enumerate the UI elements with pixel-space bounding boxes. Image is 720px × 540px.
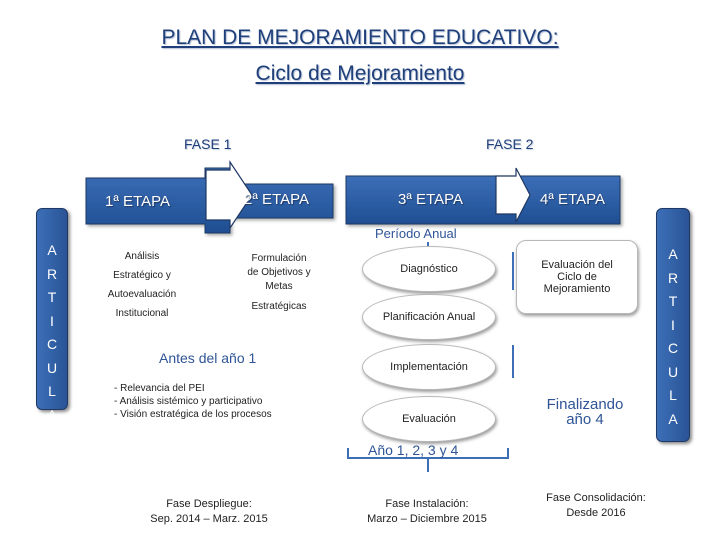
- cycle-planificacion: Planificación Anual: [362, 294, 496, 340]
- period-label: Período Anual: [375, 226, 457, 241]
- left-letter: I: [50, 312, 54, 329]
- stage-1-description: Análisis Estratégico y Autoevaluación Institucional: [107, 251, 177, 319]
- page-subtitle: Ciclo de Mejoramiento: [255, 62, 465, 85]
- right-letter: A: [668, 410, 678, 427]
- left-letter: T: [47, 289, 57, 305]
- before-year-title: Antes del año 1: [159, 350, 257, 366]
- phase-despliegue: Fase Despliegue: Sep. 2014 – Marz. 2015: [150, 498, 268, 525]
- left-letter: U: [46, 359, 58, 376]
- right-letter: T: [668, 293, 678, 309]
- stage-2-description: Formulación de Objetivos y Metas Estratégicas: [247, 253, 311, 312]
- right-articula-bar: [656, 208, 690, 442]
- left-letter: A: [47, 406, 57, 423]
- left-letter: R: [46, 265, 58, 282]
- right-letter: R: [667, 269, 679, 286]
- left-letter: L: [48, 383, 56, 399]
- left-articula-bar: [36, 208, 68, 423]
- phase-instalacion: Fase Instalación: Marzo – Diciembre 2015: [367, 498, 487, 525]
- right-letter: U: [667, 363, 679, 380]
- phase-2-label: FASE 2: [486, 136, 534, 152]
- left-letter: A: [47, 242, 57, 258]
- stage-4-label: 4ª ETAPA: [540, 191, 606, 208]
- stage-2-label: 2ª ETAPA: [244, 191, 310, 208]
- cycle-implementacion: Implementación: [362, 344, 496, 390]
- page-title: PLAN DE MEJORAMIENTO EDUCATIVO:: [161, 26, 559, 49]
- before-year-list: [114, 382, 272, 421]
- right-letter: C: [667, 340, 679, 356]
- phase-1-label: FASE 1: [184, 136, 232, 152]
- stage-3-label: 3ª ETAPA: [398, 191, 464, 208]
- right-letter: L: [669, 387, 677, 403]
- right-letter: A: [668, 246, 678, 262]
- stage-1-label: 1ª ETAPA: [105, 193, 171, 210]
- phase-consolidacion: Fase Consolidación: Desde 2016: [546, 492, 646, 519]
- cycle-diagnostico: Diagnóstico: [362, 246, 496, 292]
- cycle-evaluacion: Evaluación: [362, 396, 496, 442]
- evaluation-cycle-box: Evaluación del Ciclo de Mejoramiento: [516, 240, 638, 314]
- list-item: - Análisis sistémico y participativo: [114, 395, 272, 408]
- list-item: - Visión estratégica de los procesos: [114, 408, 272, 421]
- finalizing-label: Finalizando año 4: [546, 396, 624, 428]
- left-letter: C: [46, 336, 58, 352]
- years-label: Año 1, 2, 3 y 4: [368, 442, 459, 458]
- right-letter: I: [671, 316, 675, 333]
- list-item: - Relevancia del PEI: [114, 382, 272, 395]
